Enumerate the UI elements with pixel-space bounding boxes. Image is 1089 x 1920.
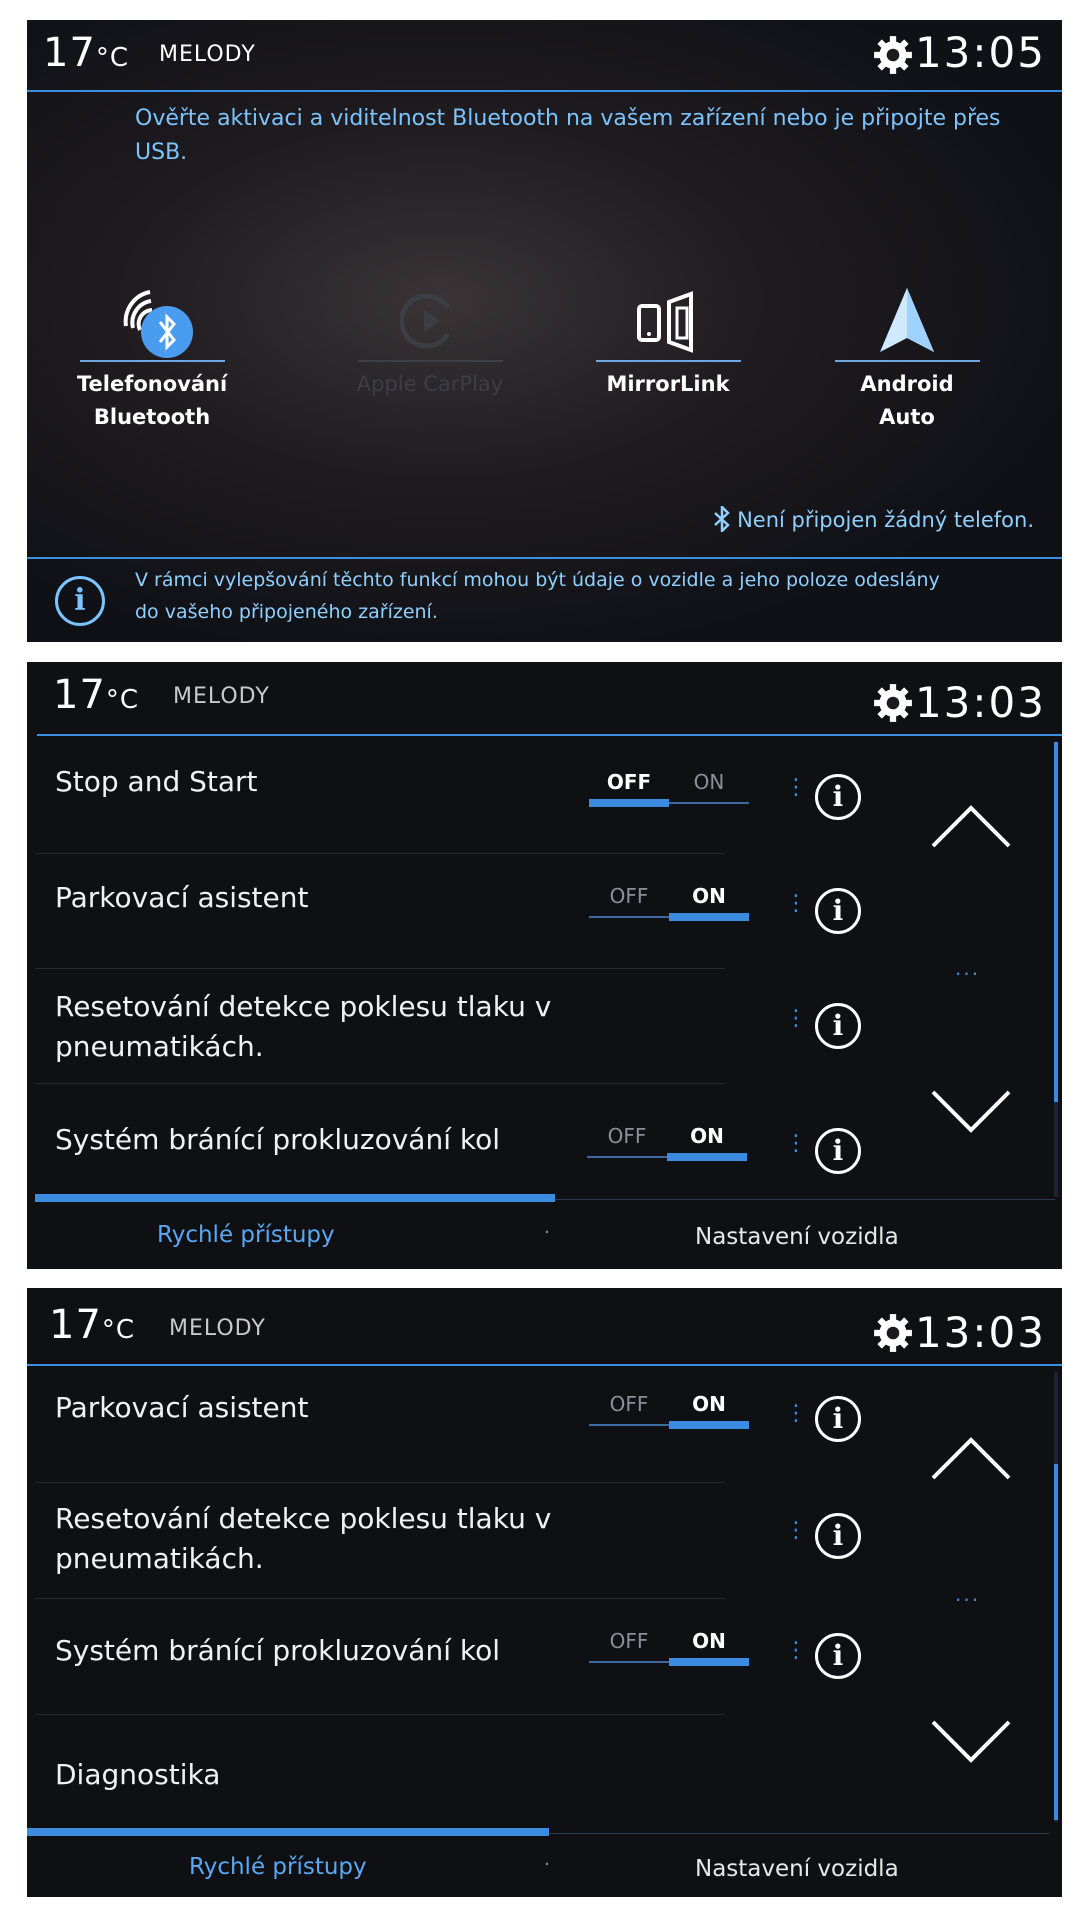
toggle-off-label: OFF [609,884,649,908]
radio-station[interactable]: MELODY [169,1316,266,1341]
status-bar [27,662,1062,734]
traction-control-toggle[interactable] [589,1629,749,1669]
page-indicator: ... [955,956,981,980]
mirrorlink-icon [633,282,703,360]
toggle-off-label: OFF [607,1124,647,1148]
toggle-off-label: OFF [606,770,652,794]
scrollbar[interactable] [1054,1464,1058,1820]
scroll-down-icon[interactable] [931,1716,1011,1766]
app-label-line2: Bluetooth [93,405,211,429]
toggle-on-label: ON [693,770,725,794]
tab-quick-access[interactable]: Rychlé přístupy [157,1222,335,1248]
toggle-on-label: ON [692,1392,726,1416]
app-label: Android Auto [860,372,954,429]
parking-assist-toggle[interactable] [589,1392,749,1432]
setting-label: Stop and Start [55,765,258,798]
scroll-down-icon[interactable] [931,1086,1011,1136]
divider [37,734,1062,736]
toggle-off-label: OFF [609,1629,649,1653]
clock: 13:03 [914,1308,1046,1357]
traction-control-toggle[interactable] [587,1124,747,1164]
gear-icon[interactable] [872,1312,914,1354]
more-options-icon[interactable]: ⋮ [785,1401,807,1426]
gear-icon[interactable] [872,682,914,724]
bluetooth-phone-icon [102,282,202,360]
tab-vehicle-settings[interactable]: Nastavení vozidla [695,1224,899,1250]
toggle-on-label: ON [692,1629,726,1653]
tab-separator: · [544,1222,550,1243]
toggle-on-label: ON [690,1124,724,1148]
bluetooth-icon [713,506,731,532]
more-options-icon[interactable]: ⋮ [785,1518,807,1543]
connection-status: Není připojen žádný telefon. [713,506,1034,532]
divider [549,1833,1049,1834]
list-item[interactable] [35,854,844,969]
setting-label: Parkovací asistent [55,881,309,914]
quick-access-screen [27,662,1062,1269]
setting-label: Parkovací asistent [55,1391,309,1424]
status-bar [27,20,1062,92]
app-label: Apple CarPlay [356,372,504,396]
info-icon[interactable]: i [815,774,861,820]
more-options-icon[interactable]: ⋮ [785,1638,807,1663]
apple-carplay-button[interactable] [355,282,505,401]
outside-temperature: 17°C [53,672,140,718]
carplay-icon [400,282,460,360]
page-indicator: ... [955,1582,981,1606]
toggle-off-label: OFF [609,1392,649,1416]
android-auto-button[interactable] [832,282,982,434]
status-bar [27,1288,1062,1360]
info-icon[interactable]: i [815,888,861,934]
mirrorlink-button[interactable] [593,282,743,401]
more-options-icon[interactable]: ⋮ [785,891,807,916]
divider [27,557,1062,559]
android-auto-icon [872,282,942,360]
scrollbar[interactable] [1054,742,1058,1102]
setting-label: Systém bránící prokluzování kol [55,1123,501,1156]
more-options-icon[interactable]: ⋮ [785,1131,807,1156]
tab-quick-access[interactable]: Rychlé přístupy [189,1854,367,1880]
list-item[interactable] [35,740,844,854]
app-label: MirrorLink [606,372,730,396]
clock: 13:03 [914,678,1046,727]
list-item[interactable] [35,1084,844,1199]
info-icon[interactable]: i [815,1396,861,1442]
radio-station[interactable]: MELODY [173,684,270,709]
connectivity-screen [27,20,1062,642]
list-item[interactable] [35,1715,725,1815]
setting-label: Systém bránící prokluzování kol [55,1634,501,1667]
active-tab-indicator [35,1194,555,1202]
tab-vehicle-settings[interactable]: Nastavení vozidla [695,1856,899,1882]
list-item[interactable] [35,1599,844,1715]
more-options-icon[interactable]: ⋮ [785,1006,807,1031]
info-icon[interactable]: i [815,1128,861,1174]
scroll-up-icon[interactable] [931,1434,1011,1484]
list-item[interactable] [35,969,844,1084]
active-tab-indicator [27,1828,549,1836]
setting-label: Resetování detekce poklesu tlaku v pneumatikách. [55,990,552,1063]
tab-separator: · [544,1854,550,1875]
setting-label: Resetování detekce poklesu tlaku v pneumatikách. [55,1502,552,1575]
toggle-on-label: ON [692,884,726,908]
info-icon: i [55,576,105,626]
info-icon[interactable]: i [815,1633,861,1679]
scroll-up-icon[interactable] [931,802,1011,852]
list-item[interactable] [35,1368,844,1483]
bluetooth-hint-message: Ověřte aktivaci a viditelnost Bluetooth na vašem zařízení nebo je připojte přes USB. [135,106,1001,165]
list-item[interactable] [35,1483,844,1599]
radio-station[interactable]: MELODY [159,42,256,67]
parking-assist-toggle[interactable] [589,884,749,924]
setting-label: Diagnostika [55,1758,221,1791]
quick-access-screen-scrolled [27,1288,1062,1897]
stop-start-toggle[interactable] [589,770,749,810]
info-message: V rámci vylepšování těchto funkcí mohou být údaje o vozidle a jeho poloze odeslány do vašeho připojeného zařízení. [135,569,940,623]
app-label: Telefonování [77,372,228,396]
outside-temperature: 17°C [49,1302,136,1348]
info-icon[interactable]: i [815,1513,861,1559]
more-options-icon[interactable]: ⋮ [785,775,807,800]
info-icon[interactable]: i [815,1003,861,1049]
outside-temperature: 17°C [43,30,130,76]
divider [27,1364,1062,1366]
clock: 13:05 [914,28,1046,77]
divider [555,1199,1055,1200]
gear-icon[interactable] [872,34,914,76]
divider [27,90,1062,92]
bluetooth-phone-button[interactable] [77,282,227,434]
